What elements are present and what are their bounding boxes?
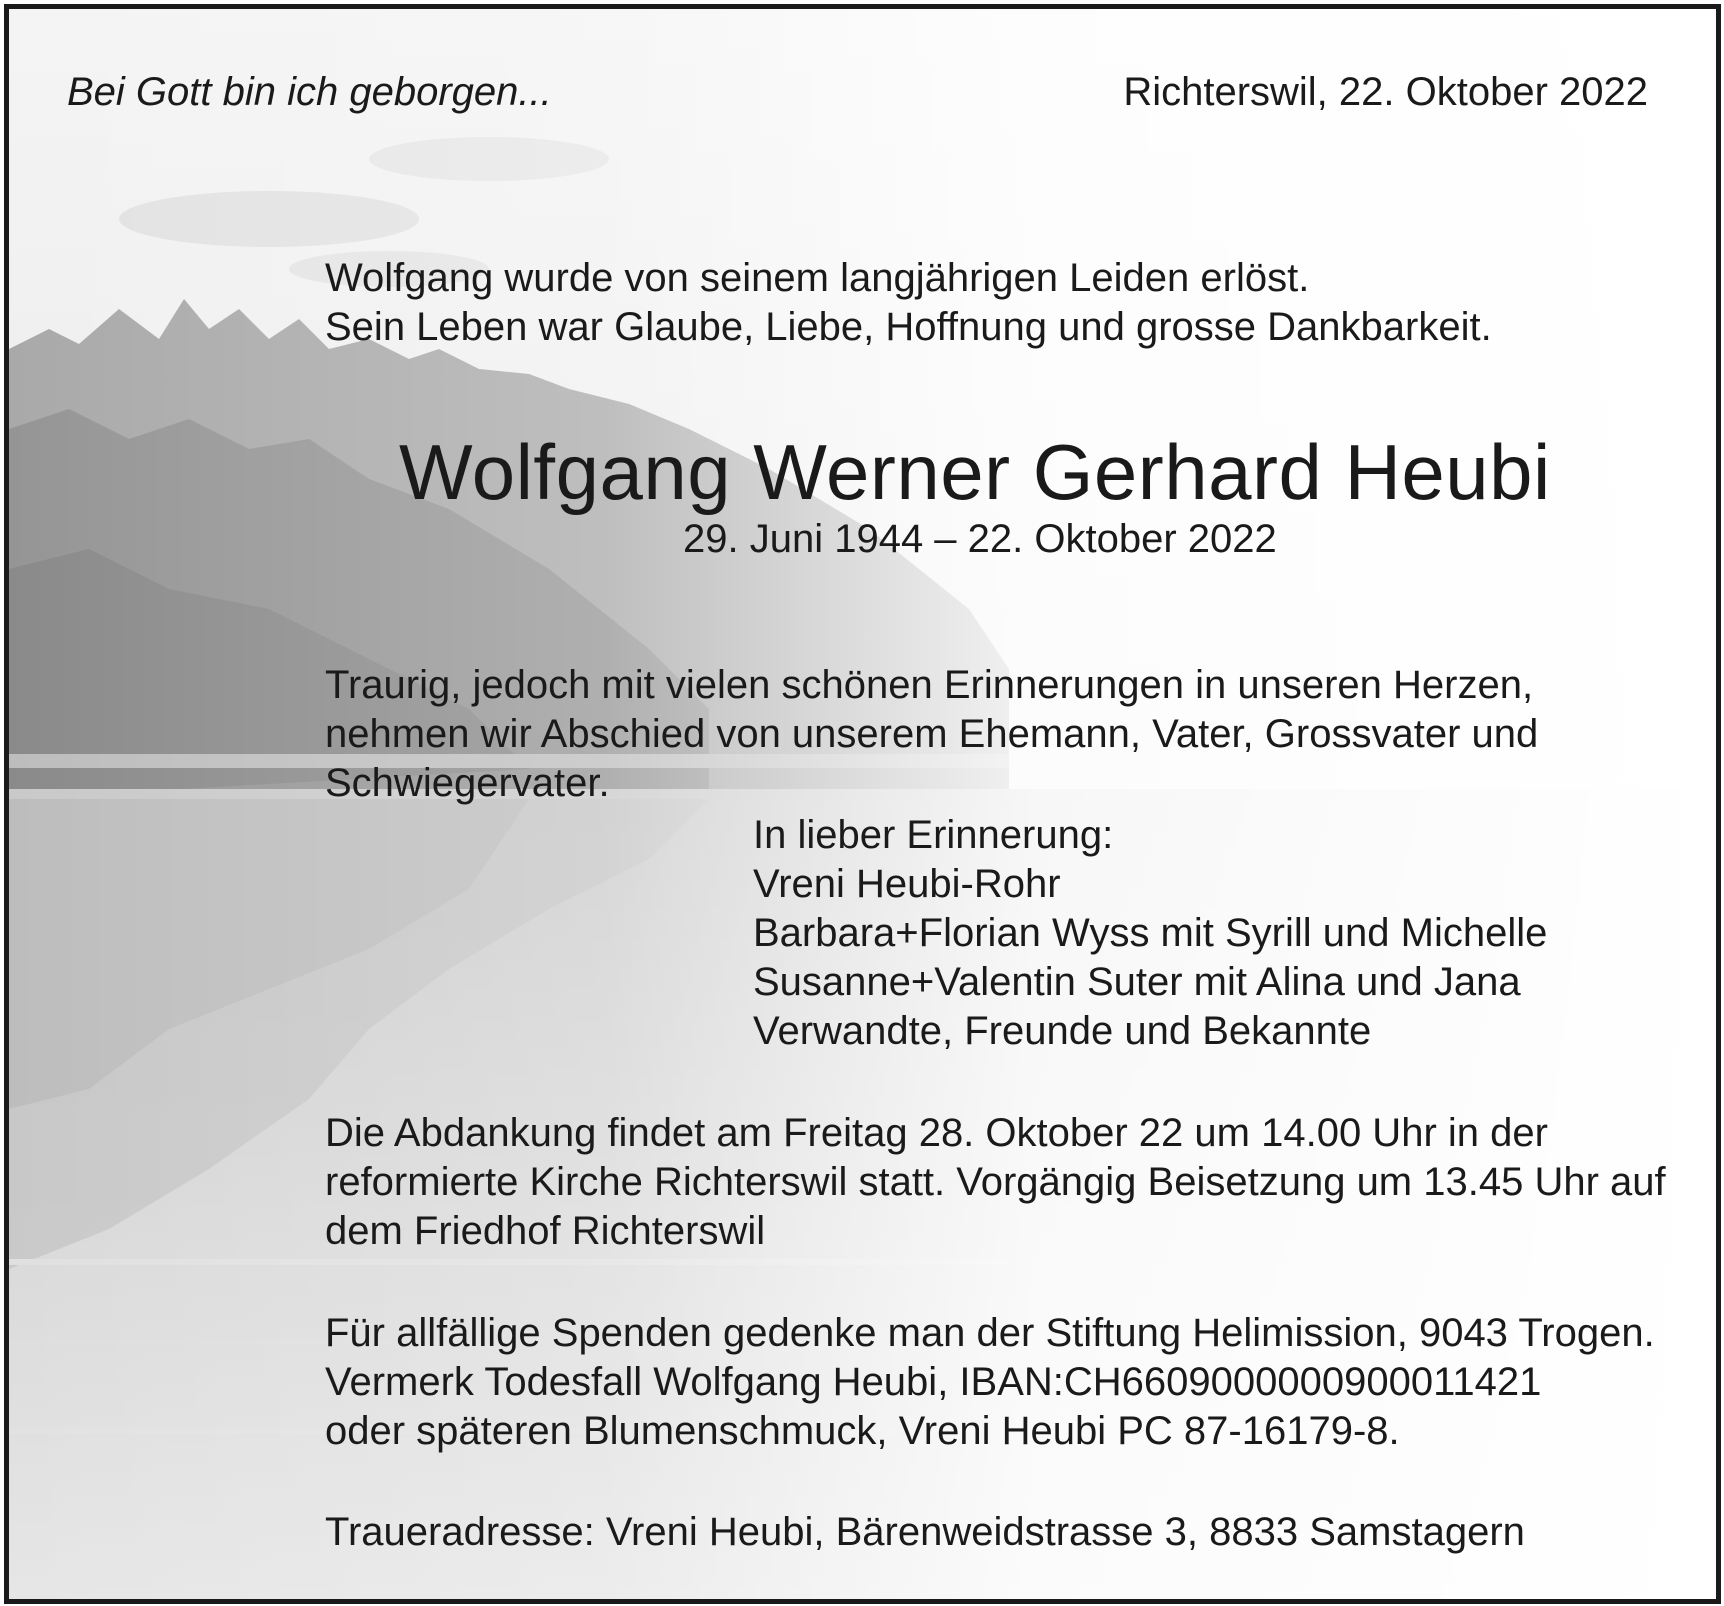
intro-line: Wolfgang wurde von seinem langjährigen Leiden erlöst.: [325, 256, 1310, 300]
life-dates: 29. Juni 1944 – 22. Oktober 2022: [683, 517, 1277, 561]
intro-text: [325, 254, 1492, 352]
intro-line: Sein Leben war Glaube, Liebe, Hoffnung und grosse Dankbarkeit.: [325, 305, 1492, 349]
service-details: [325, 1109, 1666, 1256]
farewell-line: Traurig, jedoch mit vielen schönen Erinnerungen in unseren Herzen,: [325, 663, 1534, 707]
farewell-line: nehmen wir Abschied von unserem Ehemann, Vater, Grossvater und: [325, 712, 1539, 756]
donation-line: Vermerk Todesfall Wolfgang Heubi, IBAN:CH6609000000900011421: [325, 1360, 1542, 1404]
mourners-list: [753, 811, 1547, 1056]
donation-line: Für allfällige Spenden gedenke man der Stiftung Helimission, 9043 Trogen.: [325, 1311, 1655, 1355]
donation-details: [325, 1309, 1655, 1456]
motto: Bei Gott bin ich geborgen...: [67, 70, 552, 114]
service-line: Die Abdankung findet am Freitag 28. Oktober 22 um 14.00 Uhr in der: [325, 1111, 1548, 1155]
mourner-entry: Susanne+Valentin Suter mit Alina und Jana: [753, 960, 1521, 1004]
mourner-entry: Verwandte, Freunde und Bekannte: [753, 1009, 1372, 1053]
obituary-card: [4, 4, 1721, 1604]
service-line: dem Friedhof Richterswil: [325, 1209, 766, 1253]
mourner-entry: Vreni Heubi-Rohr: [753, 862, 1061, 906]
farewell-line: Schwiegervater.: [325, 761, 610, 805]
mourners-heading: In lieber Erinnerung:: [753, 813, 1114, 857]
donation-line: oder späteren Blumenschmuck, Vreni Heubi PC 87-16179-8.: [325, 1409, 1400, 1453]
mourning-address: Traueradresse: Vreni Heubi, Bärenweidstrasse 3, 8833 Samstagern: [325, 1510, 1525, 1554]
mourner-entry: Barbara+Florian Wyss mit Syrill und Michelle: [753, 911, 1548, 955]
farewell-text: [325, 661, 1538, 808]
deceased-name: Wolfgang Werner Gerhard Heubi: [399, 428, 1551, 516]
place-date: Richterswil, 22. Oktober 2022: [1123, 70, 1648, 114]
service-line: reformierte Kirche Richterswil statt. Vorgängig Beisetzung um 13.45 Uhr auf: [325, 1160, 1666, 1204]
